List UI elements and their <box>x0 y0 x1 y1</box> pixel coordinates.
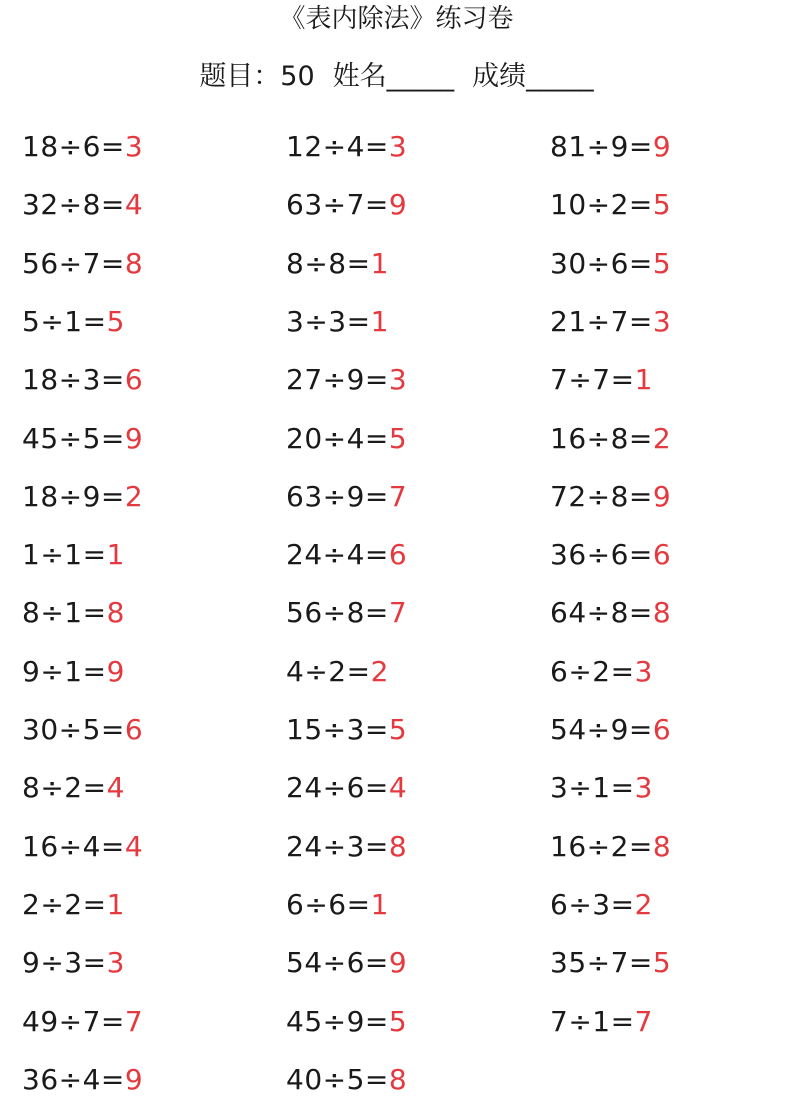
problem-answer: 5 <box>652 946 672 980</box>
problem-expression: 15÷3= <box>286 713 389 746</box>
score-field-label: 成绩_____ <box>472 61 594 92</box>
problem-item <box>550 533 671 577</box>
problem-answer: 3 <box>652 304 672 338</box>
problem-item <box>550 883 653 927</box>
problem-answer: 2 <box>370 654 389 688</box>
problem-answer: 5 <box>388 421 408 455</box>
problem-answer: 9 <box>652 479 672 513</box>
problem-item <box>22 591 125 635</box>
problem-item <box>550 183 671 227</box>
problem-answer: 5 <box>106 304 125 338</box>
problem-expression: 8÷2= <box>22 771 107 805</box>
problem-answer: 8 <box>388 1062 408 1096</box>
problem-answer: 5 <box>388 713 408 746</box>
problem-answer: 2 <box>652 421 672 455</box>
problem-item <box>550 300 671 344</box>
problem-answer: 5 <box>652 246 672 280</box>
problem-item <box>550 941 671 985</box>
problem-expression: 45÷5= <box>22 421 125 455</box>
problem-answer: 3 <box>388 363 408 397</box>
problem-expression: 81÷9= <box>550 130 653 163</box>
problem-item <box>286 766 407 810</box>
problem-expression: 54÷9= <box>550 713 653 746</box>
problem-expression: 45÷9= <box>286 1004 389 1038</box>
problem-item <box>286 475 407 519</box>
problem-expression: 6÷2= <box>550 654 635 688</box>
problem-answer: 6 <box>652 538 672 572</box>
problem-answer: 9 <box>652 130 672 163</box>
problem-expression: 12÷4= <box>286 130 389 163</box>
problem-item <box>22 475 143 519</box>
problem-expression: 4÷2= <box>286 654 371 688</box>
problem-answer: 7 <box>388 596 408 630</box>
problem-expression: 6÷6= <box>286 887 371 921</box>
problem-answer: 7 <box>634 1004 653 1038</box>
problem-expression: 16÷2= <box>550 829 653 863</box>
problem-answer: 6 <box>388 538 408 572</box>
problem-item <box>286 417 407 461</box>
problem-expression: 63÷7= <box>286 188 389 222</box>
problem-answer: 4 <box>124 188 144 222</box>
problem-answer: 9 <box>106 654 125 688</box>
problem-item <box>550 242 671 286</box>
problem-expression: 72÷8= <box>550 479 653 513</box>
problem-item <box>550 650 653 694</box>
problem-answer: 1 <box>370 887 389 921</box>
problem-expression: 24÷4= <box>286 538 389 572</box>
problem-answer: 8 <box>652 829 672 863</box>
problem-answer: 8 <box>388 829 408 863</box>
problem-item <box>22 650 125 694</box>
problem-item <box>550 417 671 461</box>
problem-answer: 9 <box>388 188 408 222</box>
problem-expression: 1÷1= <box>22 538 107 572</box>
problem-item <box>286 300 389 344</box>
problem-expression: 20÷4= <box>286 421 389 455</box>
problem-item <box>22 941 125 985</box>
problem-item <box>22 533 125 577</box>
problem-expression: 56÷7= <box>22 246 125 280</box>
problem-answer: 1 <box>370 246 389 280</box>
problem-item <box>22 417 143 461</box>
problem-expression: 18÷9= <box>22 479 125 513</box>
problem-item <box>22 1058 143 1102</box>
problem-answer: 1 <box>634 363 653 397</box>
problem-expression: 8÷8= <box>286 246 371 280</box>
problem-item <box>22 708 143 752</box>
problem-expression: 24÷3= <box>286 829 389 863</box>
problem-item <box>550 591 671 635</box>
problem-expression: 27÷9= <box>286 363 389 397</box>
problem-item <box>286 591 407 635</box>
problem-answer: 5 <box>652 188 672 222</box>
problem-expression: 16÷4= <box>22 829 125 863</box>
problem-answer: 9 <box>124 421 144 455</box>
problem-item <box>286 1000 407 1044</box>
problem-item <box>550 358 653 402</box>
problem-answer: 9 <box>388 946 408 980</box>
worksheet-title: 《表内除法》练习卷 <box>279 4 514 34</box>
problem-answer: 7 <box>388 479 408 513</box>
problem-answer: 4 <box>388 771 408 805</box>
problem-answer: 9 <box>124 1062 144 1096</box>
problem-expression: 30÷5= <box>22 713 125 746</box>
problem-item <box>22 183 143 227</box>
problem-item <box>286 183 407 227</box>
problem-expression: 24÷6= <box>286 771 389 805</box>
problem-answer: 6 <box>124 713 144 746</box>
problem-expression: 7÷7= <box>550 363 635 397</box>
problem-item <box>550 475 671 519</box>
problem-expression: 40÷5= <box>286 1062 389 1096</box>
problem-expression: 3÷1= <box>550 771 635 805</box>
problem-expression: 18÷6= <box>22 130 125 163</box>
problem-expression: 5÷1= <box>22 304 107 338</box>
problem-item <box>286 242 389 286</box>
problem-item <box>22 358 143 402</box>
problem-item <box>22 1000 143 1044</box>
problem-expression: 18÷3= <box>22 363 125 397</box>
problem-item <box>286 125 407 169</box>
problem-expression: 49÷7= <box>22 1004 125 1038</box>
problem-item <box>22 883 125 927</box>
problem-answer: 3 <box>388 130 408 163</box>
problem-answer: 6 <box>124 363 144 397</box>
problem-item <box>286 941 407 985</box>
problem-expression: 64÷8= <box>550 596 653 630</box>
problem-answer: 3 <box>634 771 653 805</box>
problem-answer: 8 <box>124 246 144 280</box>
problem-item <box>22 825 143 869</box>
problem-count-label: 题目：50 <box>199 61 315 92</box>
problem-answer: 4 <box>124 829 144 863</box>
problem-item <box>286 533 407 577</box>
problem-expression: 2÷2= <box>22 887 107 921</box>
problem-expression: 16÷8= <box>550 421 653 455</box>
problem-item <box>286 708 407 752</box>
problem-answer: 3 <box>634 654 653 688</box>
problem-expression: 30÷6= <box>550 246 653 280</box>
problem-item <box>286 358 407 402</box>
name-field-label: 姓名_____ <box>332 61 455 92</box>
problem-expression: 9÷3= <box>22 946 107 980</box>
problem-answer: 2 <box>124 479 144 513</box>
problem-expression: 10÷2= <box>550 188 653 222</box>
problem-item <box>22 300 125 344</box>
problem-answer: 2 <box>634 887 653 921</box>
problem-item <box>286 1058 407 1102</box>
problem-answer: 6 <box>652 713 672 746</box>
problem-expression: 54÷6= <box>286 946 389 980</box>
problem-item <box>22 766 125 810</box>
problem-item <box>550 825 671 869</box>
problem-answer: 3 <box>106 946 125 980</box>
problem-answer: 4 <box>106 771 125 805</box>
problem-item <box>550 766 653 810</box>
problem-expression: 9÷1= <box>22 654 107 688</box>
problem-item <box>22 125 143 169</box>
problem-item <box>286 883 389 927</box>
problem-item <box>286 650 389 694</box>
problem-item <box>550 125 671 169</box>
problem-expression: 3÷3= <box>286 304 371 338</box>
problem-answer: 1 <box>106 538 125 572</box>
problem-item <box>22 242 143 286</box>
problem-expression: 7÷1= <box>550 1004 635 1038</box>
problem-answer: 3 <box>124 130 144 163</box>
problem-answer: 8 <box>106 596 125 630</box>
problem-expression: 36÷6= <box>550 538 653 572</box>
problem-expression: 56÷8= <box>286 596 389 630</box>
problem-answer: 5 <box>388 1004 408 1038</box>
problem-item <box>286 825 407 869</box>
problem-answer: 7 <box>124 1004 144 1038</box>
problem-item <box>550 708 671 752</box>
problem-expression: 63÷9= <box>286 479 389 513</box>
problem-expression: 36÷4= <box>22 1062 125 1096</box>
problem-answer: 1 <box>370 304 389 338</box>
problem-item <box>550 1000 653 1044</box>
problem-answer: 1 <box>106 887 125 921</box>
problem-expression: 32÷8= <box>22 188 125 222</box>
problem-answer: 8 <box>652 596 672 630</box>
problem-expression: 21÷7= <box>550 304 653 338</box>
problem-expression: 8÷1= <box>22 596 107 630</box>
problem-expression: 6÷3= <box>550 887 635 921</box>
problem-expression: 35÷7= <box>550 946 653 980</box>
